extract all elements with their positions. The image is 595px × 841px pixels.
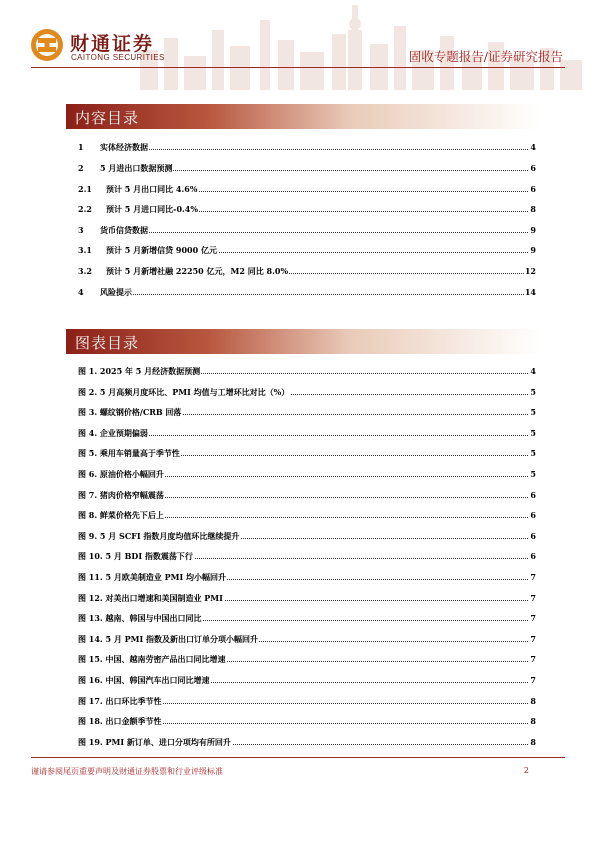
figure-entry-page: 4 xyxy=(530,366,536,376)
figure-entry-page: 7 xyxy=(530,592,536,603)
report-type: 固收专题报告/证券研究报告 xyxy=(408,49,563,64)
figure-entry-page: 6 xyxy=(530,551,536,562)
toc-entry-number: 2.1 xyxy=(78,184,92,194)
toc-entry[interactable] xyxy=(78,285,540,299)
figure-entry-label: 图 13. 越南、韩国与中国出口同比 xyxy=(78,613,202,624)
toc-entry-page: 9 xyxy=(530,225,536,235)
figure-entry[interactable] xyxy=(78,549,540,563)
figure-entry-page: 5 xyxy=(530,386,536,397)
figure-entry-page: 8 xyxy=(530,736,536,747)
toc-entry-label: 风险提示 xyxy=(100,287,132,297)
toc-entry-page: 14 xyxy=(524,287,536,297)
figure-entry[interactable] xyxy=(78,735,540,749)
figure-entry-page: 6 xyxy=(530,510,536,521)
figure-entry-page: 8 xyxy=(530,716,536,727)
figure-entry-page: 5 xyxy=(530,427,536,438)
toc-entry[interactable] xyxy=(78,243,540,257)
figure-entry[interactable] xyxy=(78,652,540,666)
logo-text-cn: 财通证券 xyxy=(70,33,155,55)
header-rule xyxy=(31,67,565,68)
figure-entry[interactable] xyxy=(78,508,540,522)
figure-entry[interactable] xyxy=(78,385,540,399)
figures-header xyxy=(66,329,540,355)
toc-entry-page: 12 xyxy=(524,266,536,276)
figure-entry-label: 图 18. 出口金额季节性 xyxy=(78,716,162,727)
figure-entry[interactable] xyxy=(78,673,540,687)
figure-entry-label: 图 10. 5 月 BDI 指数震荡下行 xyxy=(78,551,193,562)
figure-entry-page: 5 xyxy=(530,407,536,418)
toc-title: 内容目录 xyxy=(75,109,140,127)
skyline-watermark xyxy=(120,0,595,90)
figure-entry[interactable] xyxy=(78,570,540,584)
page-number: 2 xyxy=(523,766,529,775)
figure-entry-page: 7 xyxy=(530,613,536,624)
toc-entry-number: 2 xyxy=(78,163,84,173)
figure-entry-label: 图 9. 5 月 SCFI 指数月度均值环比继续提升 xyxy=(78,530,240,541)
figure-entry-label: 图 3. 螺纹钢价格/CRB 回落 xyxy=(78,407,182,418)
figure-entry[interactable] xyxy=(78,426,540,440)
toc-entry-label: 5 月进出口数据预测 xyxy=(100,163,173,173)
toc-header xyxy=(66,104,540,130)
figure-entry[interactable] xyxy=(78,364,540,378)
toc-entry-label: 预计 5 月新增社融 22250 亿元，M2 同比 8.0% xyxy=(106,266,289,276)
figure-entry-label: 图 8. 鲜菜价格先下后上 xyxy=(78,510,164,521)
figure-entry-label: 图 1. 2025 年 5 月经济数据预测 xyxy=(78,366,201,376)
toc-entry[interactable] xyxy=(78,223,540,237)
figure-entry-page: 6 xyxy=(530,489,536,500)
toc-entry-label: 预计 5 月出口同比 4.6% xyxy=(106,184,198,194)
toc-entry[interactable] xyxy=(78,140,540,154)
toc-entry[interactable] xyxy=(78,202,540,216)
caitong-logo-icon xyxy=(30,28,64,62)
footer-disclaimer: 谨请参阅尾页重要声明及财通证券股票和行业评级标准 xyxy=(31,767,223,776)
figure-entry-label: 图 2. 5 月高频月度环比、PMI 均值与工增环比对比（%） xyxy=(78,386,290,397)
figure-entry-label: 图 11. 5 月欧美制造业 PMI 均小幅回升 xyxy=(78,572,227,582)
figure-entry-label: 图 15. 中国、越南劳密产品出口同比增速 xyxy=(78,654,226,665)
figure-entry[interactable] xyxy=(78,694,540,708)
figure-entry-label: 图 4. 企业预期偏弱 xyxy=(78,427,148,438)
figure-entry[interactable] xyxy=(78,446,540,460)
figure-entry[interactable] xyxy=(78,714,540,728)
toc-entry-page: 6 xyxy=(530,163,536,173)
figure-entry-page: 5 xyxy=(530,469,536,479)
toc-entry[interactable] xyxy=(78,264,540,278)
figure-entry[interactable] xyxy=(78,467,540,481)
figure-entry-page: 7 xyxy=(530,572,536,582)
figure-entry-label: 图 7. 猪肉价格窄幅震荡 xyxy=(78,489,164,500)
toc-entry-page: 8 xyxy=(530,204,536,214)
toc-entry-number: 3 xyxy=(78,225,84,235)
figure-entry-label: 图 19. PMI 新订单、进口分项均有所回升 xyxy=(78,736,231,747)
toc-entry-number: 3.1 xyxy=(78,245,92,255)
figure-entry[interactable] xyxy=(78,611,540,625)
figure-entry-label: 图 12. 对美出口增速和美国制造业 PMI xyxy=(78,592,223,603)
toc-entry[interactable] xyxy=(78,182,540,196)
footer-rule xyxy=(31,757,565,758)
logo-text-en: CAITONG SECURITIES xyxy=(71,53,165,62)
figure-entry-label: 图 14. 5 月 PMI 指数及新出口订单分项小幅回升 xyxy=(78,633,259,644)
figure-entry-label: 图 16. 中国、韩国汽车出口同比增速 xyxy=(78,675,210,685)
figure-entry-page: 7 xyxy=(530,633,536,644)
figure-entry-page: 7 xyxy=(530,654,536,665)
figure-entry-label: 图 6. 原油价格小幅回升 xyxy=(78,469,164,479)
toc-entry-label: 预计 5 月新增信贷 9000 亿元 xyxy=(106,245,217,255)
toc-entry-number: 4 xyxy=(78,287,84,297)
toc-entry-label: 预计 5 月进口同比-0.4% xyxy=(106,204,198,214)
toc-entry-label: 货币信贷数据 xyxy=(100,225,148,235)
figure-entry[interactable] xyxy=(78,405,540,419)
figures-title: 图表目录 xyxy=(75,334,140,352)
figure-entry-page: 5 xyxy=(530,448,536,459)
toc-entry-number: 3.2 xyxy=(78,266,92,276)
figure-entry[interactable] xyxy=(78,591,540,605)
toc-leader-dots xyxy=(100,149,528,150)
toc-leader-dots xyxy=(100,232,528,233)
toc-entry[interactable] xyxy=(78,161,540,175)
toc-entry-page: 9 xyxy=(530,245,536,255)
figure-entry-page: 6 xyxy=(530,530,536,541)
toc-entry-label: 实体经济数据 xyxy=(100,142,148,152)
toc-entry-page: 4 xyxy=(530,142,536,152)
toc-entry-page: 6 xyxy=(530,184,536,194)
toc-leader-dots xyxy=(100,294,528,295)
toc-entry-number: 2.2 xyxy=(78,204,92,214)
figure-entry[interactable] xyxy=(78,529,540,543)
figure-entry[interactable] xyxy=(78,632,540,646)
figure-entry[interactable] xyxy=(78,488,540,502)
figure-entry-page: 8 xyxy=(530,695,536,706)
figure-entry-page: 7 xyxy=(530,675,536,685)
figure-entry-label: 图 17. 出口环比季节性 xyxy=(78,695,162,706)
toc-entry-number: 1 xyxy=(78,142,84,152)
figure-entry-label: 图 5. 乘用车销量高于季节性 xyxy=(78,448,180,459)
company-logo xyxy=(30,26,180,66)
